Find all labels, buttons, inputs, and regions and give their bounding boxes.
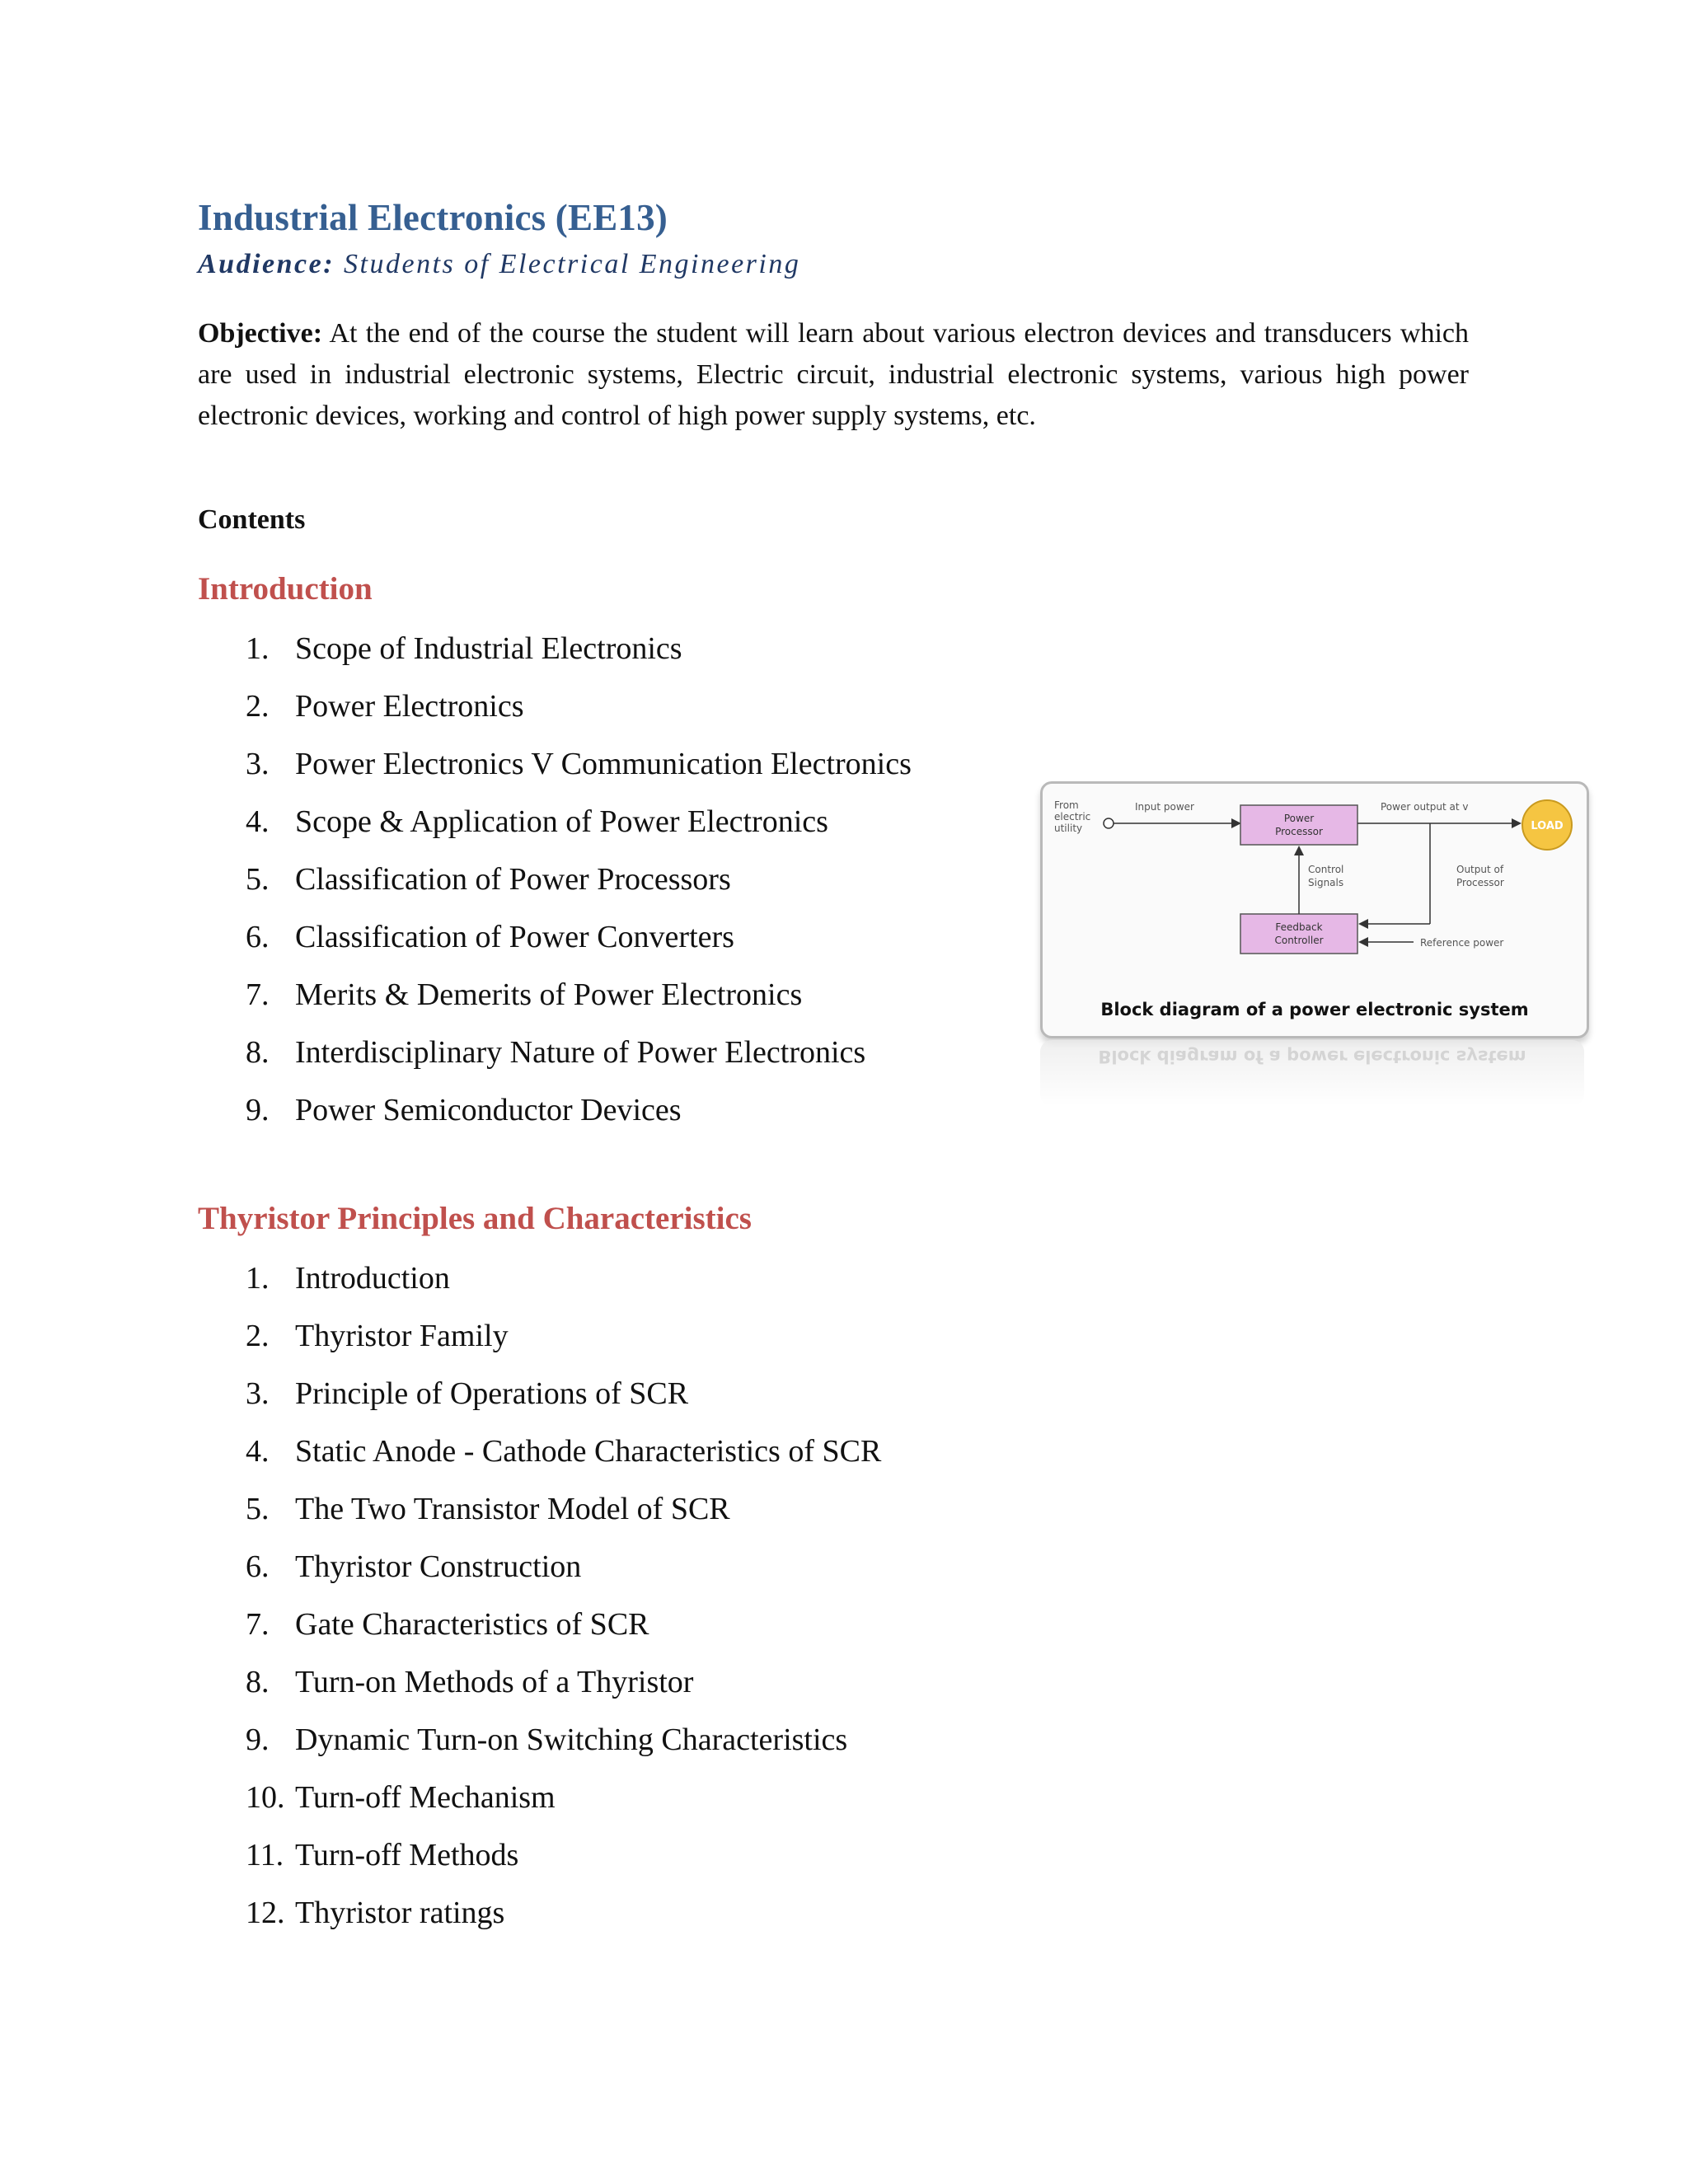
label-load: LOAD xyxy=(1531,820,1564,832)
list-item-number: 2. xyxy=(246,1319,270,1353)
figure-reflection xyxy=(1040,1040,1584,1106)
list-item-text: Turn-off Methods xyxy=(295,1838,519,1872)
list-item-number: 4. xyxy=(246,804,270,839)
label-electric: electric xyxy=(1054,811,1091,823)
list-item-text: The Two Transistor Model of SCR xyxy=(295,1492,730,1526)
list-item-text: Thyristor Family xyxy=(295,1319,509,1353)
label-output-of: Output of xyxy=(1456,864,1504,875)
list-item-text: Scope of Industrial Electronics xyxy=(295,631,682,666)
audience-line xyxy=(198,249,800,280)
list-item-text: Static Anode - Cathode Characteristics of SCR xyxy=(295,1434,882,1469)
list-item-number: 5. xyxy=(246,1492,270,1526)
list-item-number: 12. xyxy=(246,1896,285,1930)
list-item-number: 1. xyxy=(246,631,270,666)
list-item-number: 7. xyxy=(246,977,270,1012)
list-item-text: Turn-on Methods of a Thyristor xyxy=(295,1665,694,1699)
label-feedback: Feedback xyxy=(1275,921,1323,933)
list-item-number: 9. xyxy=(246,1093,270,1127)
label-power: Power xyxy=(1283,813,1315,824)
list-item-number: 2. xyxy=(246,689,270,724)
list-item-number: 1. xyxy=(246,1261,270,1296)
figure-caption: Block diagram of a power electronic system xyxy=(1100,1000,1529,1019)
contents-label: Contents xyxy=(198,504,306,535)
list-item-text: Dynamic Turn-on Switching Characteristics xyxy=(295,1722,848,1757)
list-item-text: Introduction xyxy=(295,1261,450,1296)
objective-paragraph xyxy=(198,313,1469,437)
figure-reflection-caption: Block diagram of a power electronic system xyxy=(1098,1047,1526,1066)
power-processor-block xyxy=(1240,805,1357,845)
course-title: Industrial Electronics (EE13) xyxy=(198,197,668,238)
label-reference-power: Reference power xyxy=(1420,937,1504,949)
list-item-text: Thyristor Construction xyxy=(295,1549,582,1584)
objective-text: At the end of the course the student will learn about various electron devices and transducers which are used in industrial electronic systems, Electric circuit, industrial electronic systems, various high power electronic devices, working and control of high power supply systems, etc. xyxy=(198,318,1470,431)
list-item-text: Power Electronics xyxy=(295,689,524,724)
list-item-text: Principle of Operations of SCR xyxy=(295,1376,689,1411)
list-item-text: Scope & Application of Power Electronics xyxy=(295,804,828,839)
list-item-text: Gate Characteristics of SCR xyxy=(295,1607,649,1642)
audience-label: Audience: xyxy=(198,249,335,279)
label-signals: Signals xyxy=(1308,877,1344,888)
label-output-processor: Processor xyxy=(1456,877,1504,888)
list-item-text: Power Semiconductor Devices xyxy=(295,1093,682,1127)
list-item-text: Merits & Demerits of Power Electronics xyxy=(295,977,803,1012)
list-item-number: 4. xyxy=(246,1434,270,1469)
section-heading-thyristor: Thyristor Principles and Characteristics xyxy=(198,1201,752,1236)
list-item-number: 9. xyxy=(246,1722,270,1757)
list-item-number: 3. xyxy=(246,1376,270,1411)
list-item-number: 3. xyxy=(246,747,270,781)
label-control: Control xyxy=(1308,864,1344,875)
label-from: From xyxy=(1054,799,1079,811)
objective-label: Objective: xyxy=(198,318,323,349)
label-power-output: Power output at v xyxy=(1381,801,1469,813)
list-item-text: Turn-off Mechanism xyxy=(295,1780,556,1815)
list-item-number: 5. xyxy=(246,862,270,897)
list-item-text: Classification of Power Processors xyxy=(295,862,731,897)
section-heading-introduction: Introduction xyxy=(198,571,373,607)
label-utility: utility xyxy=(1054,823,1083,834)
list-item-number: 6. xyxy=(246,1549,270,1584)
label-processor: Processor xyxy=(1275,826,1323,837)
list-item-number: 11. xyxy=(246,1838,284,1872)
list-item-text: Interdisciplinary Nature of Power Electronics xyxy=(295,1035,866,1070)
block-diagram-figure xyxy=(1040,781,1589,1038)
audience-value: Students of Electrical Engineering xyxy=(344,249,801,279)
list-item-number: 10. xyxy=(246,1780,285,1815)
list-item-text: Classification of Power Converters xyxy=(295,920,734,954)
source-terminal xyxy=(1104,818,1114,828)
list-item-number: 6. xyxy=(246,920,270,954)
block-diagram xyxy=(1043,784,1587,1036)
list-item-number: 7. xyxy=(246,1607,270,1642)
feedback-controller-block xyxy=(1240,914,1357,954)
list-item-text: Thyristor ratings xyxy=(295,1896,505,1930)
list-item-number: 8. xyxy=(246,1665,270,1699)
label-input-power: Input power xyxy=(1135,801,1194,813)
list-item-number: 8. xyxy=(246,1035,270,1070)
label-controller: Controller xyxy=(1274,935,1324,946)
list-item-text: Power Electronics V Communication Electronics xyxy=(295,747,912,781)
